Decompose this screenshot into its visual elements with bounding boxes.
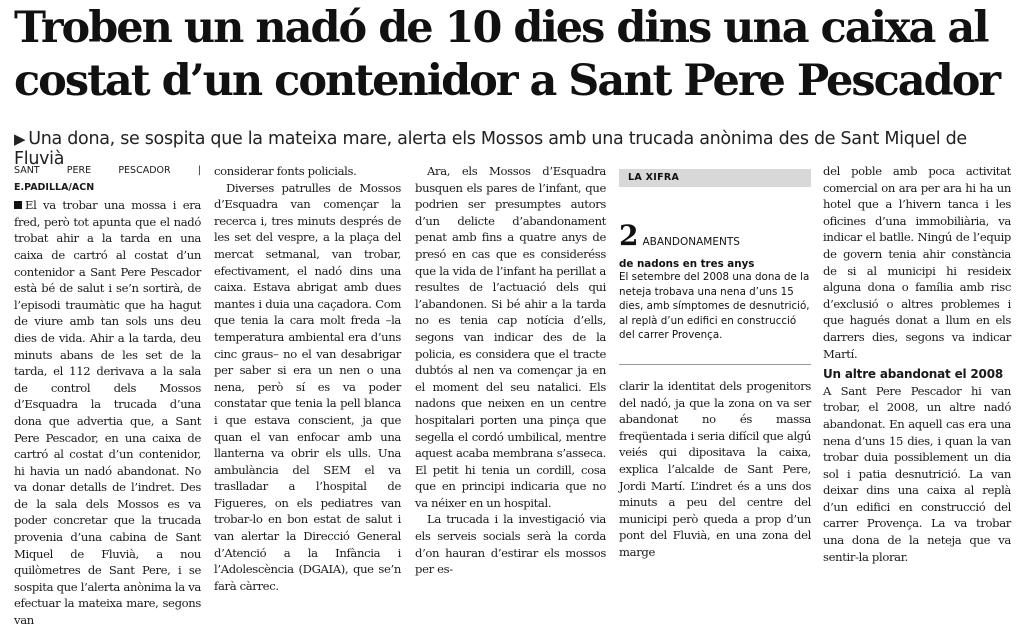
figure-infobox [619, 169, 811, 359]
headline [14, 2, 1014, 108]
subheadline-text: Una dona, se sospita que la mateixa mare, alerta els Mossos amb una trucada anònima des de Sant Miquel de Fluvià [14, 129, 967, 169]
article-column-5 [823, 163, 1011, 565]
column-4-paragraph: clarir la identitat dels progenitors del nadó, ja que la zona on va ser abandonat no és massa freqüentada i seria difícil que algú veiés qui dipositava la caixa, explica l’alcalde de Sant Pere, Jordi Martí. L’indret és a uns dos minuts a peu del centre del municipi però queda a prop d’un pont del Fluvià, en una zona del marge [619, 379, 811, 559]
section-heading: Un altre abandonat el 2008 [823, 367, 1003, 382]
column-5-paragraph-1: del poble amb poca activitat comercial on ara per ara hi ha un hotel que a l’hivern tanca i les oficines d’una immobiliària, va indicar el batlle. Ningú de l’equip de govern tenia ahir constància de si al municipi hi resideix alguna dona o família amb risc d’exclusió o altres problemes i que hagués donat a llum en els darrers dies, segons va indicar Martí. [823, 164, 1011, 361]
column-1-text: El va trobar una mossa i era fred, però tot apunta que el nadó trobat ahir a la tarda en una caixa de cartró al costat d’un contenidor a Sant Pere Pescador està bé de salut i se’n sortirà, de l’episodi traumàtic que ha hagut de viure amb tan sols uns deu dies de vida. Ahir a la tarda, deu minuts abans de les set de la tarda, el 112 derivava a la sala de control dels Mossos d’Esquadra la trucada d’una dona que advertia que, a Sant Pere Pescador, en una caixa de cartró al costat d’un contenidor, hi havia un nadó abandonat. No va donar detalls de l’indret. Des de la sala dels Mossos es va poder concretar que la trucada provenia d’una cabina de Sant Miquel de Fluvià, a nou quilòmetres de Sant Pere, i se sospita que l’alerta anònima la va efectuar la mateixa mare, segons van [14, 198, 201, 628]
column-1-paragraph [14, 197, 201, 628]
column-2-continuation: considerar fonts policials. [214, 164, 357, 178]
byline-author: E.PADILLA/ACN [14, 181, 95, 193]
article-column-3 [415, 163, 606, 578]
triangle-arrow-icon: ▶ [14, 130, 26, 148]
byline [14, 163, 201, 196]
infobox-text: El setembre del 2008 una dona de la neteja trobava una nena d’uns 15 dies, amb símptomes de desnutrició, al replà d’un edifici en construcció del carrer Provença. [619, 271, 810, 341]
headline-line-2: costat d’un contenidor a Sant Pere Pescador [14, 56, 1000, 106]
column-3-paragraph-1: Ara, els Mossos d’Esquadra busquen els pares de l’infant, que podrien ser presumptes autors d’un delicte d’abandonament penat amb fins a quatre anys de presó en cas que es consideréss que la vida de l’infant ha perillat a resultes de l’actuació dels qui l’abandonen. Si bé ahir a la tarda no es tenia cap notícia d’ells, segons van indicar des de la policia, es considera que el tracte dubtós al nen va començar ja en el moment del seu natalici. Els nadons que neixen en un centre hospitalari porten una pinça que segella el cordó umbilical, mentre aquest acaba membrana s’asseca. El petit hi tenia un cordill, cosa que en principi indicaria que no va néixer en un hospital. [415, 164, 606, 510]
article-column-1 [14, 163, 201, 629]
article-column-4 [619, 378, 811, 561]
infobox-number-label: ABANDONAMENTS [642, 236, 740, 248]
column-3-paragraph-2: La trucada i la investigació via els serveis socials serà la corda d’on hauran d’estirar els mossos per es- [415, 512, 606, 577]
article-column-2 [214, 163, 401, 594]
infobox-subtitle: de nadons en tres anys [619, 258, 755, 270]
infobox-number: 2 [619, 219, 639, 252]
column-2-paragraph: Diverses patrulles de Mossos d’Esquadra van començar la recerca i, tres minuts després de les set del vespre, a la plaça del mercat setmanal, van trobar, efectivament, el nadó dins una caixa. Estava abrigat amb dues mantes i duia una caçadora. Com que tenia la cara molt freda –la temperatura ambiental era d’uns cinc graus– no el van desabrigar per saber si era un nen o una nena, però sí es va poder constatar que tenia la pell blanca i que estava conscient, ja que quan el van enfocar amb una llanterna va obrir els ulls. Una ambulància del SEM el va traslladar a l’hospital de Figueres, on els pediatres van trobar-lo en bon estat de salut i van alertar la Direcció General d’Atenció a la Infància i l’Adolescència (DGAIA), que se’n farà càrrec. [214, 180, 401, 593]
infobox-tag: LA XIFRA [619, 169, 811, 187]
infobox-divider [619, 364, 811, 365]
byline-place: SANT PERE PESCADOR | [14, 165, 201, 176]
column-5-paragraph-2: A Sant Pere Pescador hi van trobar, el 2008, un altre nadó abandonat. En aquell cas era una nena d’uns 15 dies, i quan la van trobar duia possiblement un dia sol i patia desnutrició. La van deixar dins una caixa al replà d’un edifici en construcció del carrer Provença. La va trobar una dona de la neteja que va sentir-la plorar. [823, 383, 1011, 564]
infobox-figure [619, 219, 811, 252]
paragraph-start-square-icon [14, 201, 22, 209]
headline-line-1: Troben un nadó de 10 dies dins una caixa al [14, 3, 988, 53]
